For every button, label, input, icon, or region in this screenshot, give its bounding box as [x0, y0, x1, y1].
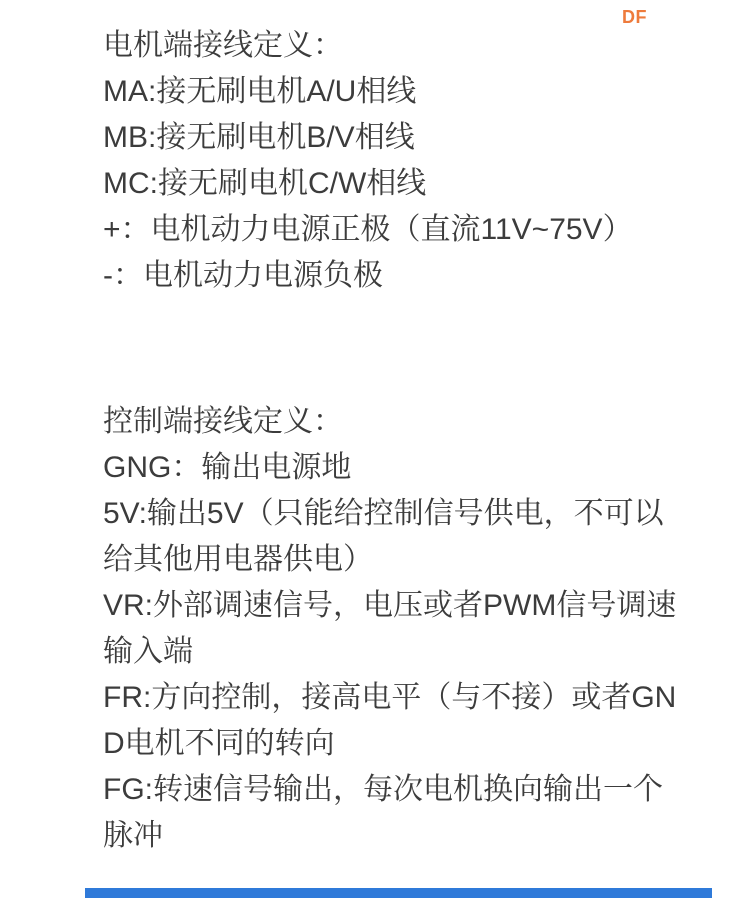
- text-line: 给其他用电器供电）: [103, 543, 373, 576]
- text-line: FR:方向控制，接高电平（与不接）或者GN: [103, 681, 677, 714]
- wiring-definition-document: [103, 23, 723, 859]
- text-line: 输入端: [103, 635, 193, 668]
- text-line: 脉冲: [103, 819, 163, 852]
- motor-terminal-wiring-section: [103, 23, 723, 299]
- text-line: VR:外部调速信号，电压或者PWM信号调速: [103, 589, 677, 622]
- text-line: 5V:输出5V（只能给控制信号供电，不可以: [103, 497, 664, 530]
- text-line: MB:接无刷电机B/V相线: [103, 121, 415, 154]
- text-line: GNG：输出电源地: [103, 451, 352, 484]
- text-line: FG:转速信号输出，每次电机换向输出一个: [103, 773, 663, 806]
- text-line: +：电机动力电源正极（直流11V~75V）: [103, 213, 633, 246]
- text-line: MA:接无刷电机A/U相线: [103, 75, 417, 108]
- df-brand-logo: DF: [622, 7, 647, 27]
- text-line: 控制端接线定义：: [103, 405, 343, 438]
- text-line: -：电机动力电源负极: [103, 259, 383, 292]
- bottom-scroll-indicator-bar[interactable]: [85, 888, 712, 898]
- text-line: D电机不同的转向: [103, 727, 335, 760]
- text-line: 电机端接线定义：: [103, 29, 343, 62]
- control-terminal-wiring-section: [103, 399, 723, 859]
- text-line: MC:接无刷电机C/W相线: [103, 167, 427, 200]
